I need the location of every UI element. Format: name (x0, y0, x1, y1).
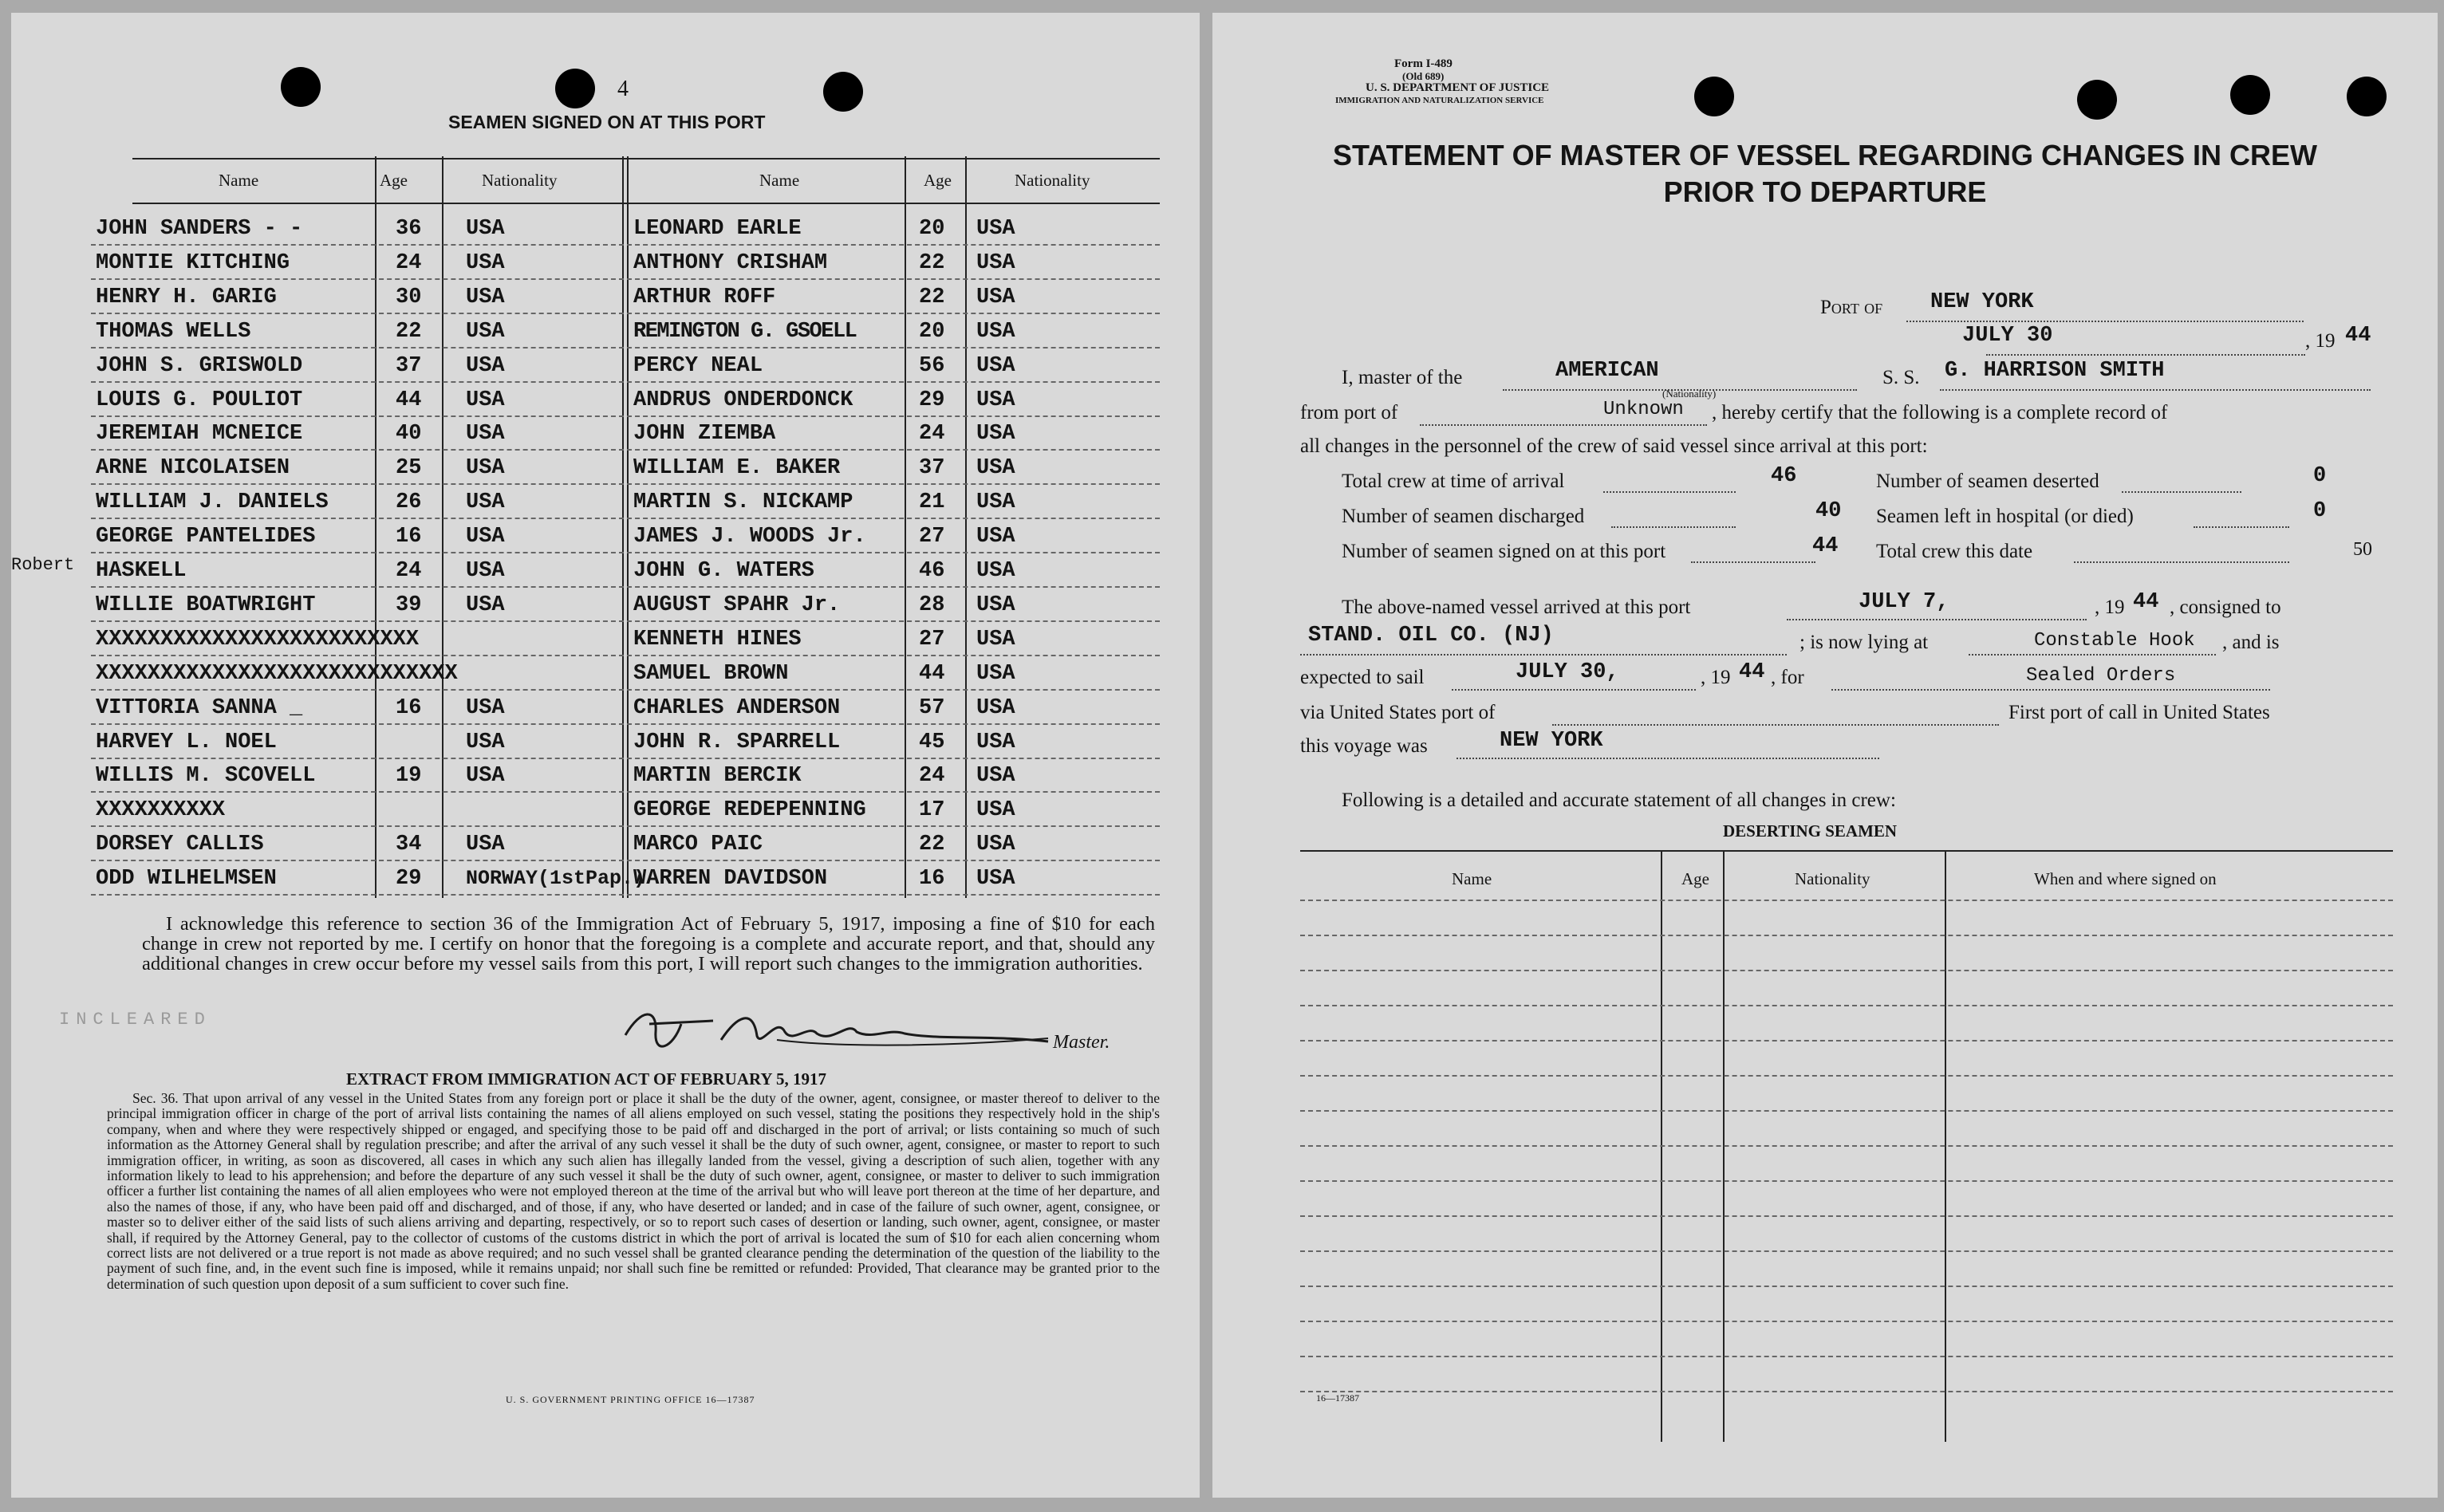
right-col-name: AUGUST SPAHR Jr. (633, 593, 841, 617)
right-col-name: MARCO PAIC (633, 833, 763, 856)
right-col-age: 27 (919, 628, 945, 652)
left-col-age: 24 (396, 251, 422, 275)
right-col-age: 46 (919, 559, 945, 583)
row-rule (91, 620, 1160, 622)
left-col-nat: USA (466, 559, 505, 583)
left-col-name: JOHN S. GRISWOLD (96, 354, 303, 378)
right-col-name: JAMES J. WOODS Jr. (633, 525, 866, 549)
right-col-nat: USA (976, 422, 1015, 446)
right-col-nat: USA (976, 388, 1015, 412)
left-page (11, 13, 1200, 1498)
left-col-name: XXXXXXXXXX (96, 798, 226, 822)
left-col-nat: USA (466, 422, 505, 446)
right-col-nat: USA (976, 798, 1015, 822)
left-col-age: 24 (396, 559, 422, 583)
right-col-name: MARTIN BERCIK (633, 764, 802, 788)
left-col-nat: USA (466, 354, 505, 378)
left-col-name: XXXXXXXXXXXXXXXXXXXXXXXXX (96, 628, 420, 652)
row-rule (91, 415, 1160, 417)
column-header: Age (380, 171, 408, 190)
row-rule (91, 347, 1160, 348)
row-rule (91, 278, 1160, 280)
form-old-number: (Old 689) (1402, 70, 1445, 82)
punch-hole (555, 69, 595, 108)
left-col-name: THOMAS WELLS (96, 320, 251, 344)
department: U. S. DEPARTMENT OF JUSTICE (1366, 81, 1550, 94)
left-col-age: 39 (396, 593, 422, 617)
right-col-nat: USA (976, 285, 1015, 309)
footer-code: 16—17387 (1316, 1392, 1359, 1404)
header-when-where: When and where signed on (2034, 869, 2217, 888)
form-title-line2: PRIOR TO DEPARTURE (1663, 175, 1987, 208)
right-col-nat: USA (976, 867, 1015, 891)
col-rule (442, 156, 443, 898)
row-rule (1300, 1180, 2393, 1182)
via-label: via United States port of (1300, 702, 1496, 723)
punch-hole (823, 72, 863, 112)
left-col-age: 37 (396, 354, 422, 378)
left-col-name: WILLIE BOATWRIGHT (96, 593, 316, 617)
left-col-name: JEREMIAH MCNEICE (96, 422, 303, 446)
left-col-nat: USA (466, 764, 505, 788)
row-rule (1300, 1075, 2393, 1077)
left-col-nat: NORWAY(1stPap.) (466, 867, 646, 890)
gpo-line: U. S. GOVERNMENT PRINTING OFFICE 16—17387 (506, 1394, 755, 1405)
right-col-name: JOHN ZIEMBA (633, 422, 776, 446)
right-col-nat: USA (976, 833, 1015, 856)
voyage-value: NEW YORK (1500, 729, 1603, 753)
arrived-date: JULY 7, (1859, 590, 1949, 614)
right-col-age: 21 (919, 490, 945, 514)
sail-date: JULY 30, (1516, 660, 1619, 684)
right-col-name: ANTHONY CRISHAM (633, 251, 828, 275)
left-col-nat: USA (466, 217, 505, 241)
column-header: Age (924, 171, 952, 190)
signed-label: Number of seamen signed on at this port (1342, 541, 1666, 562)
left-col-nat: USA (466, 696, 505, 720)
right-col-name: PERCY NEAL (633, 354, 763, 378)
right-col-name: WARREN DAVIDSON (633, 867, 828, 891)
left-col-name: VITTORIA SANNA _ (96, 696, 303, 720)
col-rule (905, 156, 906, 898)
column-header: Nationality (482, 171, 558, 190)
service: IMMIGRATION AND NATURALIZATION SERVICE (1335, 96, 1544, 105)
punch-hole (1694, 77, 1734, 116)
port-label: Port of (1820, 297, 1883, 318)
punch-hole (2077, 80, 2117, 120)
row-rule (91, 860, 1160, 861)
voyage-label: this voyage was (1300, 735, 1428, 757)
left-col-nat: USA (466, 833, 505, 856)
table-header-rule (132, 203, 1160, 204)
row-rule (91, 758, 1160, 759)
form-number: Form I-489 (1394, 57, 1453, 70)
total-date-label: Total crew this date (1876, 541, 2033, 562)
row-rule (91, 313, 1160, 314)
right-col-age: 28 (919, 593, 945, 617)
signature (617, 1000, 1064, 1056)
deserted-label: Number of seamen deserted (1876, 471, 2099, 492)
right-col-nat: USA (976, 662, 1015, 686)
left-col-age: 34 (396, 833, 422, 856)
arrived-year-prefix: , 19 (2095, 597, 2125, 618)
arrived-label: The above-named vessel arrived at this port (1342, 597, 1691, 618)
row-rule (1300, 1286, 2393, 1287)
left-col-name: GEORGE PANTELIDES (96, 525, 316, 549)
left-col-name: DORSEY CALLIS (96, 833, 264, 856)
col-rule (375, 156, 376, 898)
right-col-nat: USA (976, 217, 1015, 241)
right-col-age: 37 (919, 456, 945, 480)
left-col-name: WILLIS M. SCOVELL (96, 764, 316, 788)
for-label: , for (1771, 667, 1804, 688)
left-col-age: 44 (396, 388, 422, 412)
row-rule (91, 552, 1160, 553)
punch-hole (2230, 75, 2270, 115)
left-col-name: HASKELL (96, 559, 187, 583)
right-col-age: 17 (919, 798, 945, 822)
total-date-value: 50 (2353, 539, 2372, 560)
ship-name: G. HARRISON SMITH (1945, 359, 2165, 383)
left-col-nat: USA (466, 593, 505, 617)
right-col-name: MARTIN S. NICKAMP (633, 490, 853, 514)
left-col-name: HENRY H. GARIG (96, 285, 277, 309)
expected-label: expected to sail (1300, 667, 1425, 688)
acknowledgment-text: I acknowledge this reference to section 36 of the Immigration Act of February 5, 1917, imposing a fine of $10 for each change in crew not reported by me. I certify on honor that the foregoing is a complete and accurate report, and that, should any additional changes in crew occur before my vessel sails from this port, I will report such changes to the immigration authorities. (142, 913, 1155, 975)
left-col-age: 40 (396, 422, 422, 446)
lying-label: ; is now lying at (1799, 632, 1929, 653)
from-port-value: Unknown (1603, 399, 1684, 420)
header-nationality: Nationality (1795, 869, 1870, 888)
right-col-age: 24 (919, 764, 945, 788)
row-rule (91, 381, 1160, 383)
right-col-name: REMINGTON G. GSOELL (633, 320, 857, 344)
right-col-age: 29 (919, 388, 945, 412)
right-col-age: 22 (919, 251, 945, 275)
left-col-age: 19 (396, 764, 422, 788)
faint-stamp: INCLEARED (59, 1010, 211, 1030)
row-rule (91, 655, 1160, 656)
left-col-name: MONTIE KITCHING (96, 251, 290, 275)
left-col-name: HARVEY L. NOEL (96, 730, 277, 754)
row-rule (91, 449, 1160, 451)
row-rule (91, 894, 1160, 896)
left-col-nat: USA (466, 320, 505, 344)
right-col-nat: USA (976, 320, 1015, 344)
row-rule (91, 244, 1160, 246)
right-col-nat: USA (976, 251, 1015, 275)
sail-year: 44 (1739, 660, 1765, 684)
right-col-nat: USA (976, 559, 1015, 583)
left-col-nat: USA (466, 525, 505, 549)
col-rule (627, 156, 629, 898)
punch-hole (281, 67, 321, 107)
left-col-nat: USA (466, 251, 505, 275)
right-col-nat: USA (976, 730, 1015, 754)
left-col-nat: USA (466, 490, 505, 514)
right-col-name: CHARLES ANDERSON (633, 696, 841, 720)
right-col-age: 56 (919, 354, 945, 378)
col-rule (622, 156, 624, 898)
total-arrival-value: 46 (1771, 464, 1797, 488)
right-col-name: ARTHUR ROFF (633, 285, 776, 309)
right-col-age: 20 (919, 217, 945, 241)
left-col-age: 26 (396, 490, 422, 514)
first-port-label: First port of call in United States (2008, 702, 2270, 723)
total-arrival-label: Total crew at time of arrival (1342, 471, 1565, 492)
extract-text: Sec. 36. That upon arrival of any vessel in the United States from any foreign port or place it shall be the duty of the owner, agent, consignee, or master thereof to deliver to the principal immigration officer in charge of the port of arrival lists containing the names of all aliens employed on such vessel, stating the positions they respectively hold in the ship's company, when and where they were respectively shipped or engaged, and specifying those to be paid off and discharged in the port of arrival; or lists containing so much of such information as the Attorney General shall by regulation prescribe; and after the arrival of any such vessel it shall be the duty of such owner, agent, consignee, or master to report to such immigration officer, in writing, as soon as discovered, all cases in which any such alien has illegally landed from the vessel, giving a description of such alien, together with any information likely to lead to his apprehension; and before the departure of any such vessel it shall be the duty of such owner, agent, consignee, or master to deliver to such immigration officer a further list containing the names of all alien employees who were not employed thereon at the time of the arrival but who will leave port thereon at the time of her departure, and also the names of those, if any, who have been paid off and discharged, and of those, if any, who have deserted or landed; and in case of the failure of such owner, agent, consignee, or master so to deliver either of the said lists of such aliens arriving and departing, respectively, or so to report such cases of desertion or landing, such owner, agent, consignee, or master shall, if required by the Attorney General, pay to the collector of customs of the customs district in which the port of arrival is located the sum of $10 for each alien concerning whom correct lists are not delivered or a true report is not made as above required; and no such vessel shall be granted clearance pending the determination of the question of the liability to the payment of such fine, and, in the event such fine is imposed, while it remains unpaid; nor shall such fine be remitted or refunded: Provided, That clearance may be granted prior to the determination of such question upon deposit of a sum sufficient to cover such fine. (107, 1090, 1160, 1292)
right-col-age: 24 (919, 422, 945, 446)
consignee: STAND. OIL CO. (NJ) (1308, 624, 1554, 648)
left-col-name: XXXXXXXXXXXXXXXXXXXXXXXXXXXX (96, 662, 458, 686)
right-col-name: GEORGE REDEPENNING (633, 798, 866, 822)
header-name: Name (1452, 869, 1492, 888)
discharged-value: 40 (1815, 499, 1842, 523)
consigned-label: , consigned to (2170, 597, 2281, 618)
right-col-nat: USA (976, 525, 1015, 549)
row-rule (91, 825, 1160, 827)
right-col-age: 57 (919, 696, 945, 720)
port-value: NEW YORK (1930, 290, 2034, 314)
page-number: 4 (617, 77, 629, 101)
punch-hole (2347, 77, 2387, 116)
nationality-value: AMERICAN (1555, 359, 1659, 383)
left-col-name: WILLIAM J. DANIELS (96, 490, 329, 514)
right-col-nat: USA (976, 696, 1015, 720)
discharged-label: Number of seamen discharged (1342, 506, 1585, 527)
left-col-nat: USA (466, 730, 505, 754)
section-title: SEAMEN SIGNED ON AT THIS PORT (448, 112, 766, 132)
right-col-nat: USA (976, 490, 1015, 514)
column-header: Name (759, 171, 800, 190)
left-col-age: 22 (396, 320, 422, 344)
right-col-age: 20 (919, 320, 945, 344)
row-rule (1300, 1321, 2393, 1322)
row-rule (1300, 1250, 2393, 1252)
right-col-age: 45 (919, 730, 945, 754)
column-header: Nationality (1015, 171, 1090, 190)
right-col-nat: USA (976, 354, 1015, 378)
nationality-caption: (Nationality) (1662, 388, 1717, 400)
right-page (1212, 13, 2438, 1498)
right-col-name: SAMUEL BROWN (633, 662, 789, 686)
left-col-name: LOUIS G. POULIOT (96, 388, 303, 412)
right-col-nat: USA (976, 628, 1015, 652)
row-rule (91, 791, 1160, 793)
row-rule (1300, 1356, 2393, 1357)
right-col-age: 22 (919, 285, 945, 309)
left-col-nat: USA (466, 456, 505, 480)
row-rule (91, 518, 1160, 519)
hospital-label: Seamen left in hospital (or died) (1876, 506, 2134, 527)
row-rule (1300, 1005, 2393, 1006)
signed-value: 44 (1812, 534, 1839, 558)
left-col-name: JOHN SANDERS - - (96, 217, 303, 241)
from-port-label: from port of (1300, 402, 1398, 423)
left-col-age: 36 (396, 217, 422, 241)
left-col-age: 30 (396, 285, 422, 309)
right-col-name: ANDRUS ONDERDONCK (633, 388, 853, 412)
margin-note: Robert (11, 555, 75, 575)
deserting-title: DESERTING SEAMEN (1723, 821, 1898, 841)
left-col-nat: USA (466, 285, 505, 309)
certify-text: , hereby certify that the following is a complete record of (1712, 402, 2168, 423)
left-col-age: 25 (396, 456, 422, 480)
col-rule (965, 156, 967, 898)
right-col-age: 16 (919, 867, 945, 891)
year-value: 44 (2345, 324, 2371, 348)
lying-value: Constable Hook (2034, 630, 2195, 652)
left-col-age: 29 (396, 867, 422, 891)
row-rule (1300, 1040, 2393, 1041)
and-is-label: , and is (2222, 632, 2280, 653)
row-rule (1300, 970, 2393, 971)
year-prefix: , 19 (2305, 330, 2336, 352)
right-col-name: JOHN G. WATERS (633, 559, 814, 583)
extract-title: EXTRACT FROM IMMIGRATION ACT OF FEBRUARY 5, 1917 (346, 1069, 827, 1089)
deserted-value: 0 (2313, 464, 2327, 488)
header-age: Age (1681, 869, 1709, 888)
right-col-nat: USA (976, 764, 1015, 788)
row-rule (1300, 900, 2393, 901)
row-rule (91, 483, 1160, 485)
master-label: Master. (1053, 1032, 1110, 1053)
row-rule (91, 586, 1160, 588)
table-top-rule (132, 158, 1160, 159)
row-rule (1300, 935, 2393, 936)
form-title-line1: STATEMENT OF MASTER OF VESSEL REGARDING CHANGES IN CREW (1332, 139, 2318, 171)
left-col-age: 16 (396, 525, 422, 549)
right-col-age: 22 (919, 833, 945, 856)
right-col-name: KENNETH HINES (633, 628, 802, 652)
right-col-name: LEONARD EARLE (633, 217, 802, 241)
date-value: JULY 30 (1962, 324, 2053, 348)
right-col-age: 44 (919, 662, 945, 686)
row-rule (1300, 1215, 2393, 1217)
for-value: Sealed Orders (2026, 665, 2176, 687)
left-col-name: ODD WILHELMSEN (96, 867, 277, 891)
row-rule (91, 689, 1160, 691)
following-text: Following is a detailed and accurate statement of all changes in crew: (1342, 789, 1896, 811)
right-col-name: WILLIAM E. BAKER (633, 456, 841, 480)
row-rule (1300, 1110, 2393, 1112)
row-rule (91, 723, 1160, 725)
arrived-year: 44 (2133, 590, 2159, 614)
right-col-nat: USA (976, 456, 1015, 480)
right-col-age: 27 (919, 525, 945, 549)
hospital-value: 0 (2313, 499, 2327, 523)
column-header: Name (219, 171, 259, 190)
right-col-name: JOHN R. SPARRELL (633, 730, 841, 754)
row-rule (1300, 1145, 2393, 1147)
row-rule (1300, 1391, 2393, 1392)
certify-text-2: all changes in the personnel of the crew of said vessel since arrival at this port: (1300, 435, 1928, 457)
left-col-name: ARNE NICOLAISEN (96, 456, 290, 480)
right-col-nat: USA (976, 593, 1015, 617)
left-col-nat: USA (466, 388, 505, 412)
sail-year-prefix: , 19 (1701, 667, 1731, 688)
master-of-label: I, master of the (1342, 367, 1463, 388)
ss-label: S. S. (1882, 367, 1920, 388)
left-col-age: 16 (396, 696, 422, 720)
